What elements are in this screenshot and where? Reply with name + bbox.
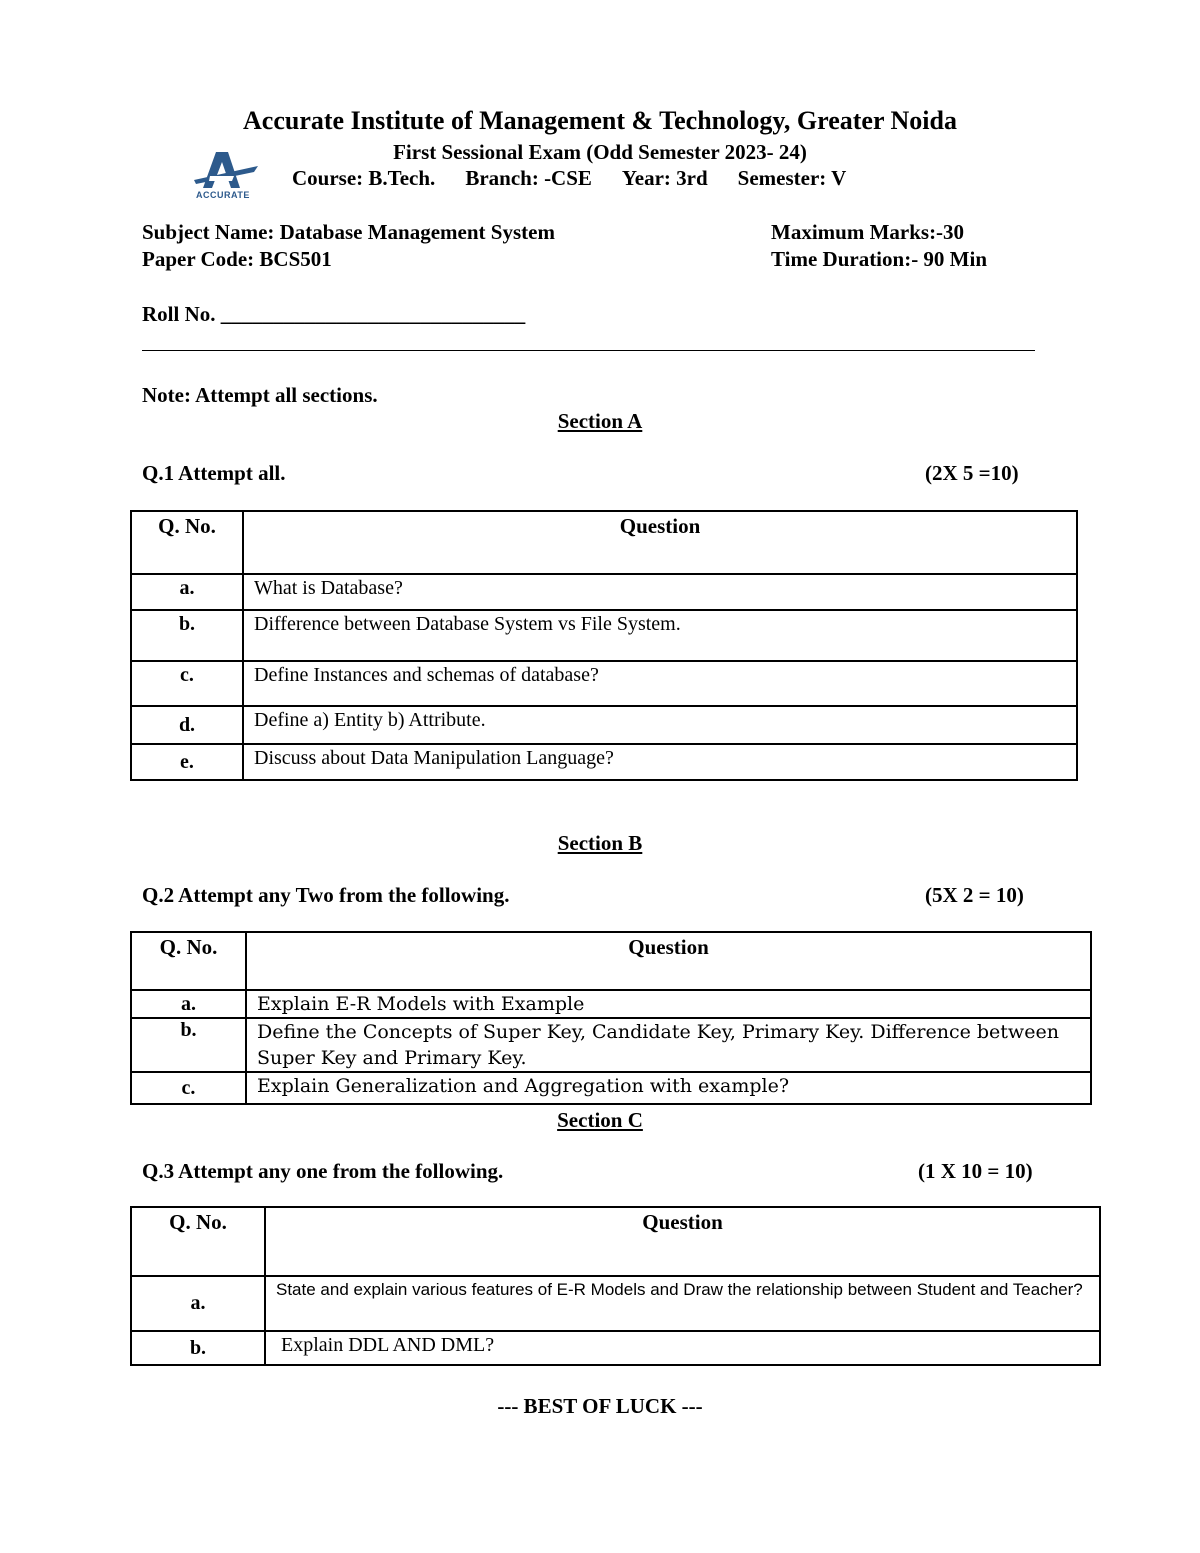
question-number: c. [131,1072,246,1104]
section-c-title: Section C [557,1108,643,1132]
note: Note: Attempt all sections. [142,383,378,407]
section-a-table [130,510,1078,781]
semester: Semester: V [737,166,847,190]
question-number: c. [131,661,243,706]
question-number: a. [131,574,243,610]
table-row [131,1018,1091,1072]
table-header-row [131,1207,1100,1276]
section-a-title: Section A [557,409,643,433]
question-text: Define the Concepts of Super Key, Candidate Key, Primary Key. Difference between Super Key and Primary Key. [246,1018,1091,1072]
year: Year: 3rd [621,166,708,190]
col-question-header: Question [265,1207,1100,1276]
divider-line [142,350,1035,351]
table-row [131,574,1077,610]
table-row [131,706,1077,744]
col-qno-header: Q. No. [131,511,243,574]
question-text: Define Instances and schemas of database? [243,661,1077,706]
course-line [292,166,846,191]
exam-title: First Sessional Exam (Odd Semester 2023- 24) [393,140,807,164]
branch: Branch: -CSE [465,166,592,190]
table-row [131,990,1091,1018]
institute-logo [188,150,262,204]
table-row [131,744,1077,780]
section-b-title: Section B [557,831,643,855]
question-number: b. [131,1331,265,1365]
section-a-instruction: Q.1 Attempt all. [142,461,286,485]
section-b-instruction: Q.2 Attempt any Two from the following. [142,883,510,907]
question-text: Discuss about Data Manipulation Language? [243,744,1077,780]
question-number: a. [131,990,246,1018]
table-row [131,661,1077,706]
col-qno-header: Q. No. [131,932,246,990]
section-c-marks: (1 X 10 = 10) [918,1159,1033,1183]
question-number: a. [131,1276,265,1331]
subject-name: Subject Name: Database Management System [142,220,555,244]
question-text: Explain Generalization and Aggregation with example? [246,1072,1091,1104]
col-question-header: Question [243,511,1077,574]
time-duration: Time Duration:- 90 Min [771,247,988,271]
table-header-row [131,511,1077,574]
question-number: b. [131,1018,246,1072]
question-text: Explain E-R Models with Example [246,990,1091,1018]
section-b-marks: (5X 2 = 10) [925,883,1024,907]
best-of-luck-footer: --- BEST OF LUCK --- [497,1394,703,1418]
col-qno-header: Q. No. [131,1207,265,1276]
section-c-instruction: Q.3 Attempt any one from the following. [142,1159,504,1183]
institute-name: Accurate Institute of Management & Technology, Greater Noida [243,106,957,135]
col-question-header: Question [246,932,1091,990]
question-number: b. [131,610,243,661]
question-number: d. [131,706,243,744]
question-text: Difference between Database System vs File System. [243,610,1077,661]
question-text: What is Database? [243,574,1077,610]
table-row [131,610,1077,661]
table-row [131,1331,1100,1365]
roll-number-field: Roll No. _____________________________ [142,302,526,326]
paper-code: Paper Code: BCS501 [142,247,332,271]
course: Course: B.Tech. [292,166,436,190]
table-header-row [131,932,1091,990]
section-b-table [130,931,1092,1105]
question-text: State and explain various features of E-R Models and Draw the relationship between Student and Teacher? [265,1276,1100,1331]
table-row [131,1072,1091,1104]
question-number: e. [131,744,243,780]
table-row [131,1276,1100,1331]
maximum-marks: Maximum Marks:-30 [771,220,965,244]
question-text: Explain DDL AND DML? [265,1331,1100,1365]
logo-text: ACCURATE [196,190,250,200]
section-c-table [130,1206,1101,1366]
section-a-marks: (2X 5 =10) [925,461,1019,485]
question-text: Define a) Entity b) Attribute. [243,706,1077,744]
